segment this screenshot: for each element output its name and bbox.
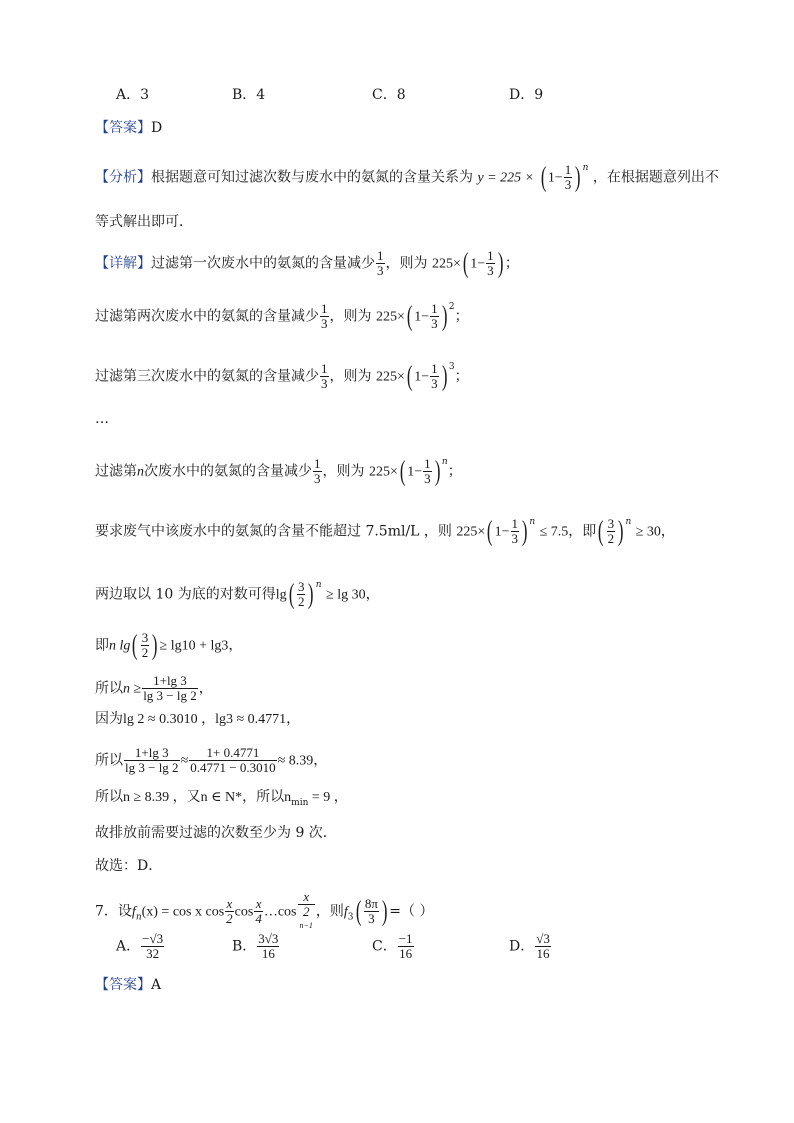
fraction-x-4: $\frac{x}{4}$ <box>255 896 262 926</box>
stepn-post: 次废水中的氨氮的含量减少 <box>144 463 312 480</box>
stem-def: (x) = cos x cos <box>141 904 225 920</box>
q6-requirement <box>95 517 675 546</box>
analysis-tag: 【分析】 <box>95 169 151 186</box>
ellipsis: … <box>95 411 111 427</box>
conclude-text: 所以n ≥ 8.39 ，又n ∈ N*，所以n <box>95 790 292 805</box>
paren-close: ) <box>434 455 441 487</box>
dots-cos: …cos <box>263 904 297 920</box>
q6-option-b: B．4 <box>232 87 266 103</box>
requirement-inequality: ≤ 7.5，即 <box>539 524 597 540</box>
exponent-n: n <box>582 162 589 173</box>
var-n: n <box>137 464 144 480</box>
step3-text: 过滤第三次废水中的氨氮的含量减少 <box>95 368 319 385</box>
q6-conclusion <box>95 788 348 812</box>
sub-3: 3 <box>347 912 354 923</box>
option-fraction: $\frac{√3}{16}$ <box>536 931 550 961</box>
paren-open: ( <box>288 578 295 610</box>
one-minus: 1− <box>407 464 423 480</box>
suoyi-text: 所以 <box>95 680 123 697</box>
q6-ji-step <box>95 631 242 660</box>
one-minus: 1− <box>470 256 486 272</box>
semicolon: ； <box>504 255 519 272</box>
paren-close: ) <box>381 895 388 927</box>
fraction-1-3: $\frac{1}{3}$ <box>431 361 438 391</box>
paren-open: ( <box>132 629 138 661</box>
fraction-1-3: $\frac{1}{3}$ <box>487 248 494 278</box>
q6-analysis-line2: 等式解出即可． <box>95 214 193 230</box>
q6-option-c: C．8 <box>372 87 406 103</box>
q6-answer-line <box>95 119 162 137</box>
nlg-expression: n lg <box>109 638 131 654</box>
paren-open: ( <box>399 455 406 487</box>
coef-225: 225× <box>375 369 405 385</box>
stem-end: =（ ） <box>389 903 434 920</box>
fraction-1-3: $\frac{1}{3}$ <box>564 162 572 192</box>
requirement-text: 要求废气中该废水中的氨氮的含量不能超过 7.5ml/L ，则 <box>95 523 452 540</box>
fraction-1-3: $\frac{1}{3}$ <box>431 301 438 331</box>
option-label: B． <box>232 938 257 955</box>
exponent-n: n <box>625 516 632 527</box>
comma: ， <box>198 680 213 697</box>
paren-open: ( <box>540 161 546 193</box>
paren-close: ) <box>497 247 504 279</box>
q6-answer: D <box>151 120 163 136</box>
fraction-log-ratio: $\frac{1+\lg 3}{\lg 3 - \lg 2}$ <box>143 673 197 703</box>
log-tail: ≥ lg 30， <box>326 587 380 603</box>
fraction-1-3: $\frac{1}{3}$ <box>321 301 328 331</box>
semicolon: ； <box>447 463 462 480</box>
requirement-tail: ≥ 30， <box>635 524 675 540</box>
log-text: 两边取以 10 为底的对数可得 <box>95 586 276 603</box>
fraction-1-3: $\frac{1}{3}$ <box>424 456 431 486</box>
paren-open: ( <box>406 300 413 332</box>
one-minus: 1− <box>414 369 430 385</box>
approx-result: ≈ 8.39， <box>277 753 328 769</box>
q7-option-b <box>232 932 280 961</box>
q6-analysis-line <box>95 163 719 192</box>
one-minus: 1− <box>494 524 510 540</box>
option-fraction: $\frac{3√3}{16}$ <box>258 931 279 961</box>
q7-option-a <box>116 932 165 961</box>
paren-open: ( <box>462 247 469 279</box>
q6-option-d: D．9 <box>509 87 544 103</box>
coef-225: 225× <box>375 309 405 325</box>
fraction-1-3: $\frac{1}{3}$ <box>511 516 519 546</box>
coef-225: 225× <box>431 256 461 272</box>
q6-step1 <box>95 249 519 278</box>
sub-n: n <box>135 912 142 923</box>
fraction-8pi-3: $\frac{8\pi}{3}$ <box>364 896 378 926</box>
q6-log-step <box>95 580 380 609</box>
then-text: ，则为 <box>329 308 372 325</box>
analysis-text: 根据题意可知过滤次数与废水中的氨氮的含量关系为 <box>151 169 473 186</box>
coef-225: 225× <box>368 464 398 480</box>
option-fraction: $\frac{-1}{16}$ <box>398 931 413 961</box>
ji-text: 即 <box>95 637 109 654</box>
fraction-1-3: $\frac{1}{3}$ <box>321 361 328 391</box>
func-f: f <box>131 904 136 920</box>
fraction-x-2: $\frac{x}{2}$ <box>226 896 233 926</box>
fraction-3-2: $\frac{3}{2}$ <box>141 630 149 660</box>
n-ge: n ≥ <box>123 681 142 697</box>
coef-225: 225× <box>456 524 486 540</box>
yinwei-text: 因为 <box>95 711 123 727</box>
q6-final: 故排放前需要过滤的次数至少为 9 次． <box>95 825 337 841</box>
stepn-pre: 过滤第 <box>95 463 137 480</box>
answer-tag: 【答案】 <box>95 120 151 136</box>
fraction-numeric: $\frac{1+ 0.4771}{0.4771 - 0.3010}$ <box>190 745 276 775</box>
q6-choice: 故选：D． <box>95 858 163 874</box>
exponent-3: 3 <box>448 361 455 372</box>
cos-word: cos <box>234 904 254 920</box>
then-text: ，则为 <box>385 255 428 272</box>
q7-option-d <box>509 932 552 961</box>
option-fraction: $\frac{-√3}{32}$ <box>142 931 164 961</box>
paren-open: ( <box>406 360 413 392</box>
paren-close: ) <box>575 161 581 193</box>
analysis-formula: y = 225 × <box>477 170 535 186</box>
step1-text: 过滤第一次废水中的氨氮的含量减少 <box>151 255 375 272</box>
ji-tail: ≥ lg10 + lg3， <box>159 638 243 654</box>
exponent-n: n <box>529 516 536 527</box>
fraction-1-3: $\frac{1}{3}$ <box>377 248 384 278</box>
one-minus: 1− <box>414 309 430 325</box>
conclude-tail: = 9 ， <box>308 790 348 805</box>
approx-sign: ≈ <box>180 753 189 769</box>
then-text: ，则为 <box>329 368 372 385</box>
stem-then: ，则 <box>315 903 344 920</box>
step2-text: 过滤第两次废水中的氨氮的含量减少 <box>95 308 319 325</box>
fraction-3-2: $\frac{3}{2}$ <box>607 516 615 546</box>
func-f: f <box>343 904 348 920</box>
paren-close: ) <box>308 578 314 610</box>
q7-answer: A <box>151 977 162 993</box>
lg-symbol: lg <box>275 587 287 603</box>
semicolon: ； <box>454 368 469 385</box>
paren-open: ( <box>355 895 361 927</box>
fraction-log-ratio: $\frac{1+\lg 3}{\lg 3 - \lg 2}$ <box>125 745 179 775</box>
option-label: D． <box>509 938 535 955</box>
then-text: ，则为 <box>322 463 365 480</box>
detail-tag: 【详解】 <box>95 255 151 272</box>
answer-tag: 【答案】 <box>95 977 151 993</box>
option-label: A． <box>116 938 141 955</box>
option-label: C． <box>372 938 397 955</box>
q6-approx-calc <box>95 746 327 775</box>
q6-step2 <box>95 302 469 331</box>
q6-approx-values <box>95 710 300 729</box>
exponent-n: n <box>441 456 448 467</box>
q7-option-c <box>372 932 415 961</box>
min-subscript: min <box>291 797 309 808</box>
q6-step3 <box>95 362 469 391</box>
q6-step-n <box>95 457 462 486</box>
paren-close: ) <box>521 515 528 547</box>
approx-values: lg 2 ≈ 0.3010 ，lg3 ≈ 0.4771， <box>123 712 301 727</box>
fraction-x-2n: x 2 n−1 <box>299 889 313 930</box>
exponent-2: 2 <box>448 301 455 312</box>
paren-open: ( <box>487 515 493 547</box>
paren-close: ) <box>152 629 158 661</box>
fraction-1-3: $\frac{1}{3}$ <box>314 456 321 486</box>
paren-close: ) <box>617 515 624 547</box>
paren-close: ) <box>441 360 448 392</box>
exponent-n: n <box>315 579 322 590</box>
suoyi-text: 所以 <box>95 752 123 769</box>
fraction-3-2: $\frac{3}{2}$ <box>297 579 305 609</box>
q7-stem <box>95 890 433 933</box>
one-minus: 1− <box>547 170 563 186</box>
q7-answer-line <box>95 976 161 994</box>
q6-n-bound <box>95 674 213 703</box>
paren-close: ) <box>441 300 448 332</box>
paren-open: ( <box>598 515 604 547</box>
analysis-tail: ，在根据题意列出不 <box>592 169 719 186</box>
q6-option-a: A．3 <box>116 87 150 103</box>
semicolon: ； <box>454 308 469 325</box>
q7-number: 7．设 <box>95 903 132 920</box>
